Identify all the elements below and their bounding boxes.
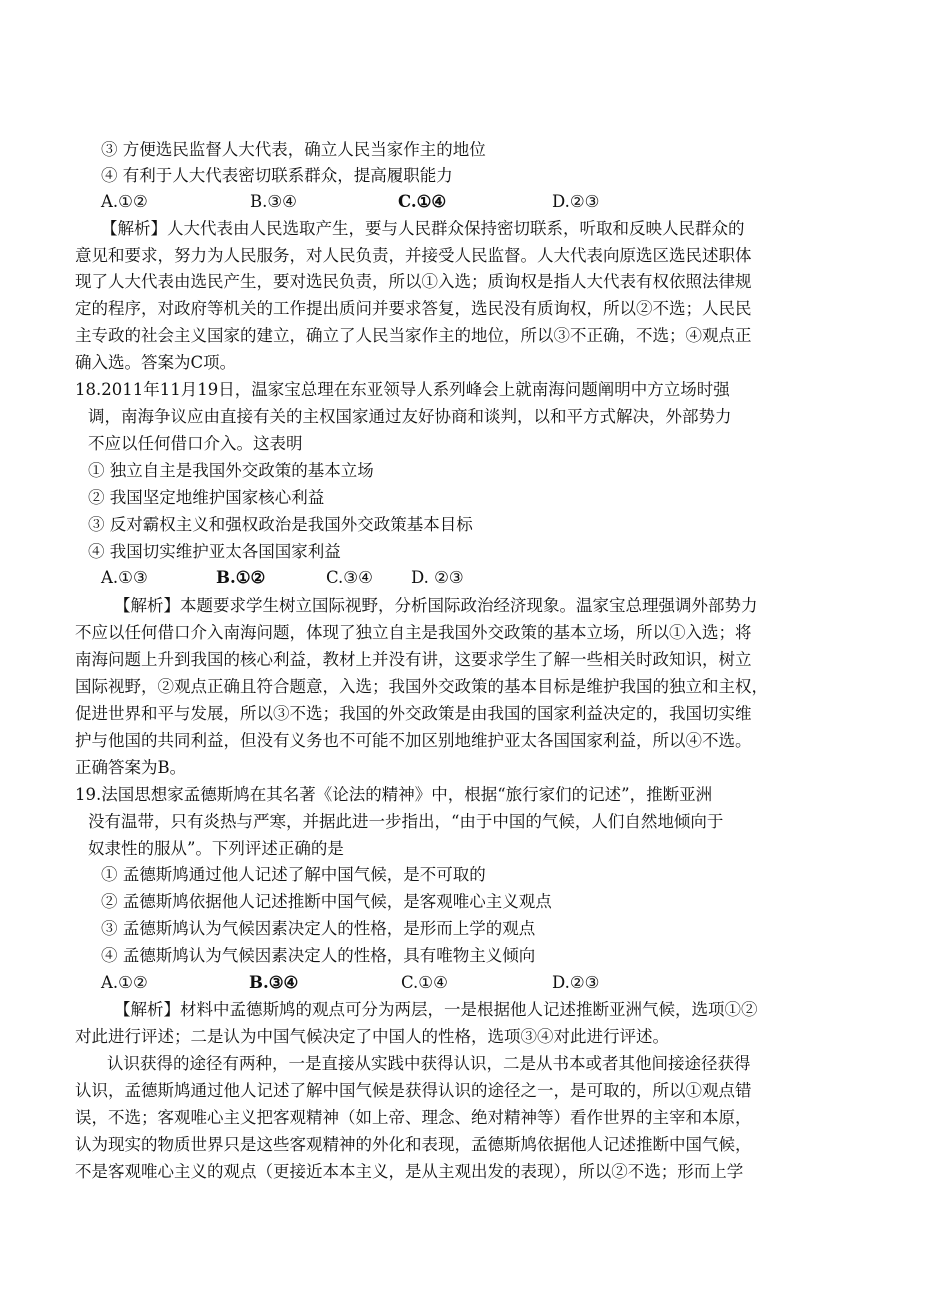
- q17-analysis-line: 确入选。答案为C项。: [75, 353, 237, 372]
- q18-analysis-line: 促进世界和平与发展，所以③不选；我国的外交政策是由我国的国家利益决定的，我国切实维: [75, 704, 752, 723]
- q18-analysis-line: 不应以任何借口介入南海问题，体现了独立自主是我国外交政策的基本立场，所以①入选；将: [75, 623, 752, 642]
- q19-item-1: ① 孟德斯鸠通过他人记述了解中国气候，是不可取的: [101, 865, 486, 884]
- q19-option-c: C.①④: [401, 973, 448, 992]
- q19-stem-line: 奴隶性的服从”。下列评述正确的是: [88, 839, 344, 858]
- q18-option-c: C.③④: [326, 568, 373, 587]
- q17-option-d: D.②③: [552, 192, 600, 211]
- q18-option-a: A.①③: [101, 568, 148, 587]
- q18-analysis-line: 正确答案为B。: [75, 758, 187, 777]
- q19-option-d: D.②③: [552, 973, 600, 992]
- q19-analysis-paragraph-line: 不是客观唯心主义的观点（更接近本本主义，是从主观出发的表现），所以②不选；形而上学: [75, 1162, 744, 1181]
- q17-analysis-line: 主专政的社会主义国家的建立，确立了人民当家作主的地位，所以③不正确，不选；④观点正: [75, 326, 752, 345]
- q19-option-b-answer: B.③④: [249, 973, 299, 992]
- q18-option-d: D. ②③: [411, 568, 464, 587]
- q19-analysis-line: 【解析】材料中孟德斯鸠的观点可分为两层，一是根据他人记述推断亚洲气候，选项①②: [114, 1000, 758, 1019]
- q19-item-4: ④ 孟德斯鸠认为气候因素决定人的性格，具有唯物主义倾向: [101, 946, 536, 965]
- q19-analysis-paragraph-line: 误，不选；客观唯心主义把客观精神（如上帝、理念、绝对精神等）看作世界的主宰和本原，: [75, 1108, 752, 1127]
- q17-item-3: ③ 方便选民监督人大代表，确立人民当家作主的地位: [101, 140, 486, 159]
- q18-analysis-line: 护与他国的共同利益，但没有义务也不可能不加区别地维护亚太各国国家利益，所以④不选。: [75, 731, 752, 750]
- q18-stem-line: 18.2011年11月19日，温家宝总理在东亚领导人系列峰会上就南海问题阐明中方立场时强: [75, 380, 730, 399]
- q18-item-3: ③ 反对霸权主义和强权政治是我国外交政策基本目标: [88, 515, 473, 534]
- q18-item-4: ④ 我国切实维护亚太各国国家利益: [88, 542, 341, 561]
- q19-option-a: A.①②: [101, 973, 148, 992]
- q18-analysis-line: 南海问题上升到我国的核心利益，教材上并没有讲，这要求学生了解一些相关时政知识，树立: [75, 650, 752, 669]
- q17-option-a: A.①②: [101, 192, 148, 211]
- q19-analysis-paragraph-line: 认识获得的途径有两种，一是直接从实践中获得认识，二是从书本或者其他间接途径获得: [107, 1054, 751, 1073]
- q18-item-2: ② 我国坚定地维护国家核心利益: [88, 488, 325, 507]
- q17-option-c-answer: C.①④: [398, 192, 447, 211]
- q18-analysis-line: 【解析】本题要求学生树立国际视野，分析国际政治经济现象。温家宝总理强调外部势力: [114, 596, 758, 615]
- q19-analysis-line: 对此进行评述；二是认为中国气候决定了中国人的性格，选项③④对此进行评述。: [75, 1027, 669, 1046]
- q18-stem-line: 调，南海争议应由直接有关的主权国家通过友好协商和谈判，以和平方式解决，外部势力: [88, 407, 732, 426]
- q19-stem-line: 没有温带，只有炎热与严寒，并据此进一步指出，“由于中国的气候，人们自然地倾向于: [88, 812, 724, 831]
- q17-analysis-line: 意见和要求，努力为人民服务，对人民负责，并接受人民监督。人大代表向原选区选民述职体: [75, 246, 752, 265]
- q17-option-b: B.③④: [250, 192, 297, 211]
- q17-analysis-line: 现了人大代表由选民产生，要对选民负责，所以①入选；质询权是指人大代表有权依照法律规: [75, 272, 752, 291]
- q19-item-2: ② 孟德斯鸠依据他人记述推断中国气候，是客观唯心主义观点: [101, 892, 552, 911]
- q19-stem-line: 19.法国思想家孟德斯鸠在其名著《论法的精神》中，根据“旅行家们的记述”，推断亚洲: [75, 785, 713, 804]
- q19-analysis-paragraph-line: 认识，孟德斯鸠通过他人记述了解中国气候是获得认识的途径之一，是可取的，所以①观点错: [75, 1081, 752, 1100]
- q17-analysis-line: 【解析】人大代表由人民选取产生，要与人民群众保持密切联系，听取和反映人民群众的: [101, 219, 745, 238]
- q18-analysis-line: 国际视野，②观点正确且符合题意，入选；我国外交政策的基本目标是维护我国的独立和主权，: [75, 677, 768, 696]
- q19-analysis-paragraph-line: 认为现实的物质世界只是这些客观精神的外化和表现，孟德斯鸠依据他人记述推断中国气候，: [75, 1135, 752, 1154]
- q18-stem-line: 不应以任何借口介入。这表明: [88, 434, 303, 453]
- q19-item-3: ③ 孟德斯鸠认为气候因素决定人的性格，是形而上学的观点: [101, 919, 536, 938]
- q18-option-b-answer: B.①②: [216, 568, 266, 587]
- q18-item-1: ① 独立自主是我国外交政策的基本立场: [88, 461, 374, 480]
- q17-analysis-line: 定的程序，对政府等机关的工作提出质问并要求答复，选民没有质询权，所以②不选；人民民: [75, 299, 752, 318]
- q17-item-4: ④ 有利于人大代表密切联系群众，提高履职能力: [101, 166, 453, 185]
